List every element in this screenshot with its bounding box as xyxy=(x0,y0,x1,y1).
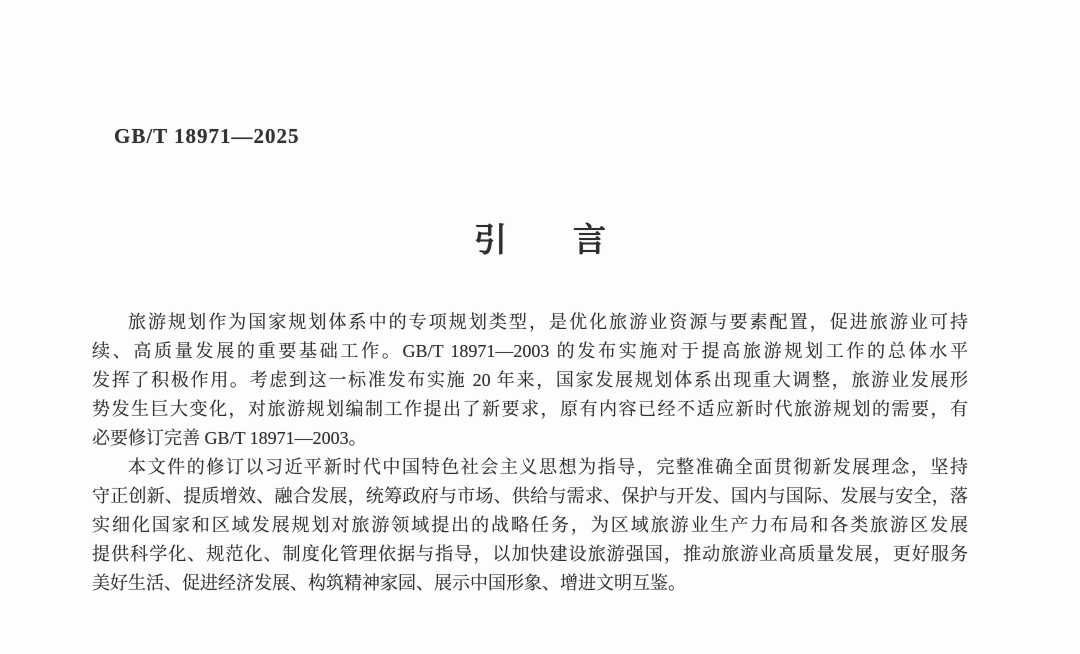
body-line: 美好生活、促进经济发展、构筑精神家园、展示中国形象、增进文明互鉴。 xyxy=(92,573,686,593)
body-line: 本文件的修订以习近平新时代中国特色社会主义思想为指导，完整准确全面贯彻新发展理念，坚持 xyxy=(128,457,968,477)
body-line: 续、高质量发展的重要基础工作。GB/T 18971—2003 的发布实施对于提高旅游规划工作的总体水平 xyxy=(92,341,968,361)
body-line: 实细化国家和区域发展规划对旅游领域提出的战略任务，为区域旅游业生产力布局和各类旅游区发展 xyxy=(92,515,968,535)
body-line: 守正创新、提质增效、融合发展，统筹政府与市场、供给与需求、保护与开发、国内与国际、发展与安全，落 xyxy=(92,486,968,506)
introduction-text xyxy=(92,308,968,598)
standard-number: GB/T 18971—2025 xyxy=(114,124,300,148)
body-line: 旅游规划作为国家规划体系中的专项规划类型，是优化旅游业资源与要素配置，促进旅游业可持 xyxy=(128,312,968,332)
body-line: 势发生巨大变化，对旅游规划编制工作提出了新要求，原有内容已经不适应新时代旅游规划的需要，有 xyxy=(92,399,968,419)
body-line: 必要修订完善 GB/T 18971—2003。 xyxy=(92,428,367,448)
page-title: 引 言 xyxy=(474,221,606,258)
body-line: 提供科学化、规范化、制度化管理依据与指导，以加快建设旅游强国，推动旅游业高质量发展，更好服务 xyxy=(92,544,968,564)
body-line: 发挥了积极作用。考虑到这一标准发布实施 20 年来，国家发展规划体系出现重大调整，旅游业发展形 xyxy=(92,370,968,390)
